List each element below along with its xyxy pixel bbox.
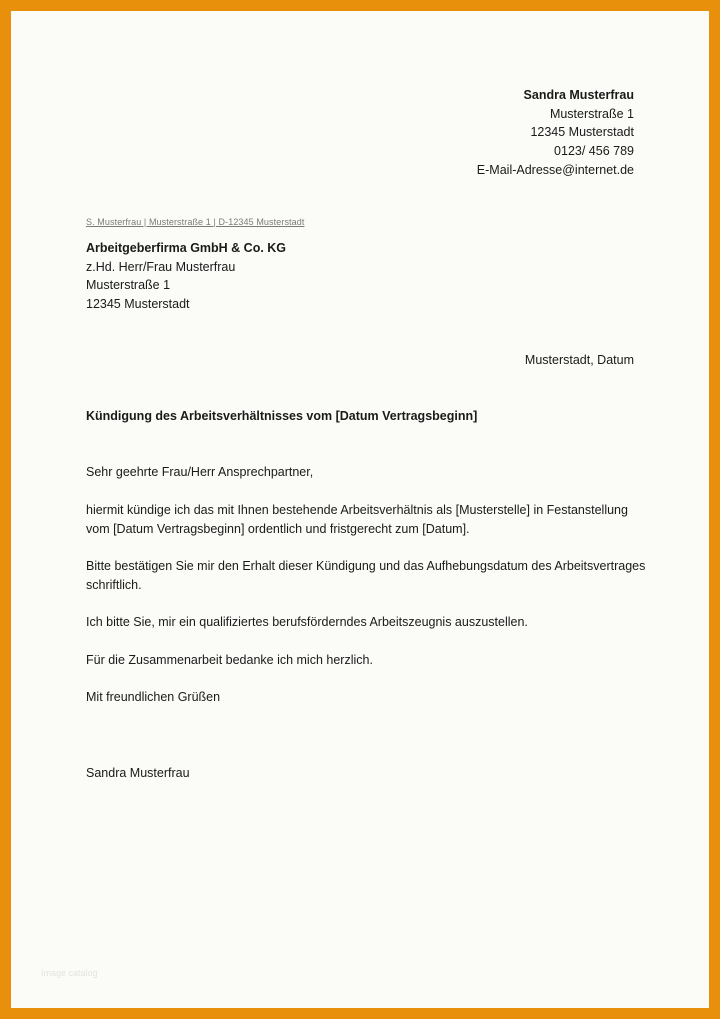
paragraph-line: schriftlich.	[86, 577, 142, 592]
watermark-text: Image catalog	[41, 968, 98, 978]
sender-block	[477, 86, 634, 180]
body-paragraph	[86, 501, 646, 538]
paragraph-line: Für die Zusammenarbeit bedanke ich mich herzlich.	[86, 653, 373, 667]
sender-name: Sandra Musterfrau	[523, 88, 634, 102]
letter-page	[11, 11, 709, 1008]
body-paragraph	[86, 613, 646, 632]
sender-phone: 0123/ 456 789	[554, 144, 634, 159]
recipient-block	[86, 239, 286, 314]
salutation: Sehr geehrte Frau/Herr Ansprechpartner,	[86, 465, 314, 479]
recipient-attention: z.Hd. Herr/Frau Musterfrau	[86, 259, 236, 274]
sender-city: 12345 Musterstadt	[530, 125, 634, 140]
letter-subject: Kündigung des Arbeitsverhältnisses vom [Datum Vertragsbeginn]	[86, 409, 478, 423]
paragraph-line: hiermit kündige ich das mit Ihnen bestehende Arbeitsverhältnis als [Musterstelle] in Festanstellung	[86, 503, 628, 517]
recipient-company: Arbeitgeberfirma GmbH & Co. KG	[86, 241, 287, 255]
body-paragraph	[86, 557, 646, 594]
signature-name: Sandra Musterfrau	[86, 766, 190, 780]
sender-email: E-Mail-Adresse@internet.de	[476, 162, 634, 177]
paragraph-line: vom [Datum Vertragsbeginn] ordentlich und fristgerecht zum [Datum].	[86, 521, 470, 536]
paragraph-line: Bitte bestätigen Sie mir den Erhalt dieser Kündigung und das Aufhebungsdatum des Arbeitsvertrages	[86, 559, 646, 573]
recipient-street: Musterstraße 1	[86, 278, 171, 293]
recipient-city: 12345 Musterstadt	[86, 297, 190, 312]
closing-phrase: Mit freundlichen Grüßen	[86, 690, 221, 704]
paragraph-line: Ich bitte Sie, mir ein qualifiziertes berufsförderndes Arbeitszeugnis auszustellen.	[86, 615, 528, 629]
body-paragraph	[86, 651, 646, 670]
sender-street: Musterstraße 1	[549, 106, 634, 121]
return-address-line: S. Musterfrau | Musterstraße 1 | D-12345 Musterstadt	[86, 217, 305, 227]
place-date-line: Musterstadt, Datum	[524, 353, 634, 367]
